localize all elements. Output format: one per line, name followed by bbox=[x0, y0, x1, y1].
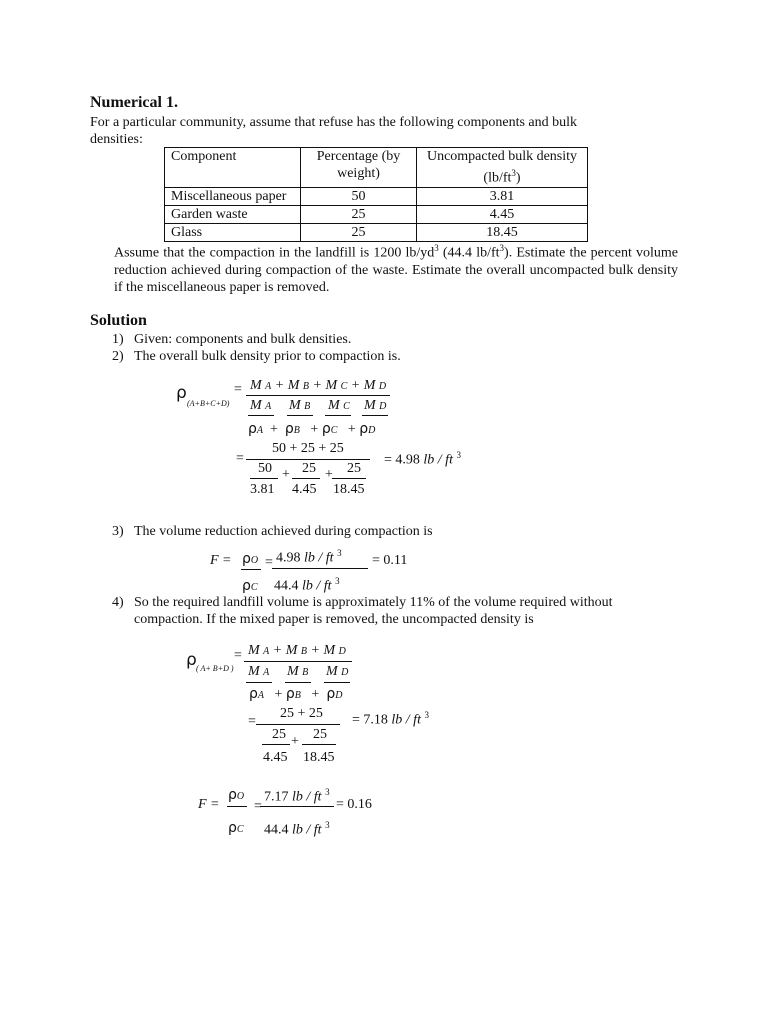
table-header-row bbox=[165, 148, 588, 188]
rho-subscript: (A+B+C+D) bbox=[187, 399, 230, 408]
density-value: 18.45 bbox=[303, 750, 335, 765]
rho-denominators: ρA + ρB + ρC + ρD bbox=[248, 421, 376, 437]
equals-sign: = bbox=[248, 714, 256, 729]
plus: + bbox=[291, 734, 299, 749]
fraction-bar bbox=[250, 478, 278, 479]
components-table bbox=[164, 147, 588, 242]
table-cell: 25 bbox=[301, 223, 417, 241]
density-value: 4.45 bbox=[263, 750, 288, 765]
intro-text: For a particular community, assume that refuse has the following components and bulk densities: bbox=[90, 115, 578, 147]
value: 50 bbox=[258, 461, 272, 476]
step-3: 3) The volume reduction achieved during compaction is bbox=[112, 524, 433, 539]
fraction-bar bbox=[246, 459, 370, 460]
mass-denominators: M A bbox=[250, 398, 272, 413]
equals-sign: = bbox=[265, 555, 273, 570]
fraction-bottom: 44.4 lb / ft $^3$ bbox=[264, 820, 330, 838]
step-4: 4) So the required landfill volume is approximately 11% of the volume required without compaction. If the mixed paper is removed, the uncompacted density is bbox=[112, 595, 613, 627]
table-cell: Garden waste bbox=[165, 205, 301, 223]
fraction-bar bbox=[302, 744, 336, 745]
mass-sum-numerator: M A + M B + M D bbox=[248, 643, 346, 658]
plus: + bbox=[282, 467, 290, 482]
numeric-numerator: 50 + 25 + 25 bbox=[272, 441, 344, 456]
problem-title: Numerical 1. bbox=[90, 94, 178, 111]
table-cell: 4.45 bbox=[417, 205, 588, 223]
value: 25 bbox=[272, 727, 286, 742]
fraction-bar bbox=[262, 744, 290, 745]
fraction-bar bbox=[287, 415, 313, 416]
table-cell: 25 bbox=[301, 205, 417, 223]
result-value: = 0.16 bbox=[336, 797, 372, 812]
mass-d: M D bbox=[326, 664, 349, 679]
equals-sign: = bbox=[254, 799, 262, 814]
fraction-bar bbox=[285, 682, 311, 683]
result-value: = 0.11 bbox=[372, 553, 408, 568]
rho-symbol: ρ bbox=[186, 650, 197, 670]
mass-sum-numerator: M A + M B + M C + M D bbox=[250, 378, 387, 393]
table-cell: Miscellaneous paper bbox=[165, 187, 301, 205]
step-1: 1) Given: components and bulk densities. bbox=[112, 332, 352, 347]
plus: + bbox=[325, 467, 333, 482]
value: 25 bbox=[347, 461, 361, 476]
fraction-bar bbox=[362, 415, 388, 416]
mass-c: M C bbox=[328, 398, 350, 413]
numeric-numerator: 25 + 25 bbox=[280, 706, 323, 721]
table-cell: 50 bbox=[301, 187, 417, 205]
table-cell: 3.81 bbox=[417, 187, 588, 205]
equals-sign: = bbox=[234, 648, 242, 663]
density-value: 18.45 bbox=[333, 482, 365, 497]
header-density: Uncompacted bulk density $(lb/ft^3)$ bbox=[417, 148, 588, 188]
fraction-bar bbox=[332, 478, 366, 479]
fraction-bar bbox=[246, 395, 390, 396]
table-row bbox=[165, 205, 588, 223]
fraction-bar bbox=[246, 682, 272, 683]
header-percentage: Percentage (by weight) bbox=[301, 148, 417, 188]
fraction-bar bbox=[272, 568, 368, 569]
header-component: Component bbox=[165, 148, 301, 188]
mass-b: M B bbox=[289, 398, 311, 413]
fraction-bar bbox=[248, 415, 274, 416]
step-2: 2) The overall bulk density prior to compaction is. bbox=[112, 349, 401, 364]
fraction-bar bbox=[241, 569, 261, 570]
f-label: F = bbox=[210, 553, 232, 568]
rho-c: ρC bbox=[242, 578, 258, 594]
fraction-bar bbox=[324, 682, 350, 683]
rho-c: ρC bbox=[228, 820, 244, 836]
value: 25 bbox=[313, 727, 327, 742]
result-value: = 7.18 lb / ft $^3$ bbox=[352, 710, 429, 728]
fraction-bar bbox=[292, 478, 320, 479]
mass-b: M B bbox=[287, 664, 309, 679]
density-value: 4.45 bbox=[292, 482, 317, 497]
value: 25 bbox=[302, 461, 316, 476]
table-row bbox=[165, 187, 588, 205]
equals-sign: = bbox=[236, 451, 244, 466]
fraction-bar bbox=[244, 661, 352, 662]
rho-o: ρO bbox=[242, 551, 259, 567]
rho-symbol: ρ bbox=[176, 383, 187, 403]
fraction-top: 4.98 lb / ft $^3$ bbox=[276, 548, 342, 566]
mass-d: M D bbox=[364, 398, 387, 413]
f-label: F = bbox=[198, 797, 220, 812]
table-cell: 18.45 bbox=[417, 223, 588, 241]
fraction-bar bbox=[260, 806, 334, 807]
fraction-bar bbox=[227, 806, 247, 807]
table-row bbox=[165, 223, 588, 241]
rho-subscript: ( A+ B+D ) bbox=[196, 664, 234, 673]
solution-heading: Solution bbox=[90, 312, 147, 329]
fraction-bar bbox=[256, 724, 340, 725]
table-cell: Glass bbox=[165, 223, 301, 241]
assumption-text: Assume that the compaction in the landfill is 1200 $lb/yd^3$ (44.4 $lb/ft^3$). Estimate the percent volume reduction achieved during compaction of the waste. Estimate the overall uncompacted bulk density if the miscellaneous paper is removed. bbox=[114, 243, 678, 295]
rho-denominators: ρA + ρB + ρD bbox=[249, 686, 343, 702]
equals-sign: = bbox=[234, 382, 242, 397]
fraction-top: 7.17 lb / ft $^3$ bbox=[264, 787, 330, 805]
mass-a: M A bbox=[248, 664, 270, 679]
fraction-bar bbox=[325, 415, 351, 416]
result-value: = 4.98 lb / ft $^3$ bbox=[384, 450, 461, 468]
density-value: 3.81 bbox=[250, 482, 275, 497]
rho-o: ρO bbox=[228, 787, 245, 803]
fraction-bottom: 44.4 lb / ft $^3$ bbox=[274, 576, 340, 594]
